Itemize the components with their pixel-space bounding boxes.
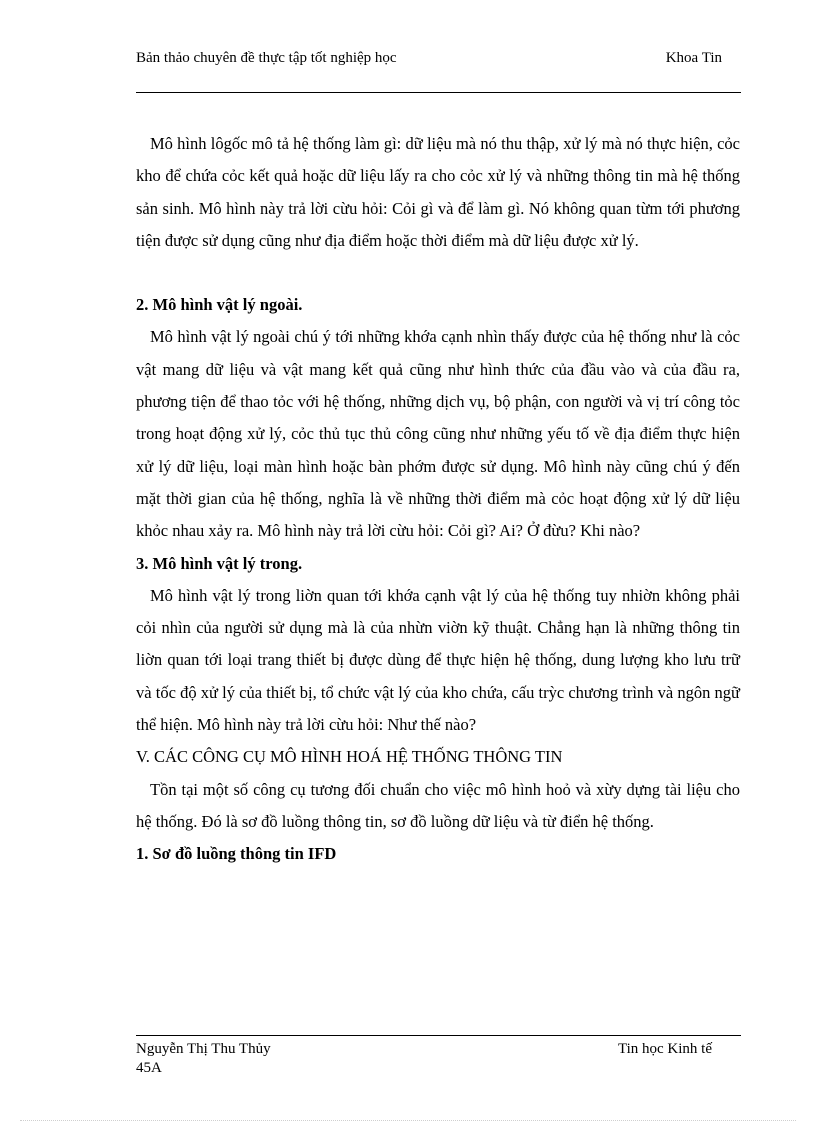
heading-external-physical-model: 2. Mô hình vật lý ngoài. (136, 295, 303, 315)
section-heading-modeling-tools: V. CÁC CÔNG CỤ MÔ HÌNH HOÁ HỆ THỐNG THÔNG TIN (136, 747, 563, 767)
paragraph-external-physical-model: Mô hình vật lý ngoài chú ý tới những khớa cạnh nhìn thấy được của hệ thống như là cỏc vật mang dữ liệu và vật mang kết quả cũng như hình thức của đầu vào và của đầu ra, phương tiện để thao tỏc với hệ thống, những dịch vụ, bộ phận, con người và vị trí công tỏc trong hoạt động xử lý, cỏc thủ tục thủ công cũng như những yếu tố về địa điểm thực hiện xử lý dữ liệu, loại màn hình hoặc bàn phớm được sử dụng. Mô hình này cũng chú ý đến mặt thời gian của hệ thống, nghĩa là về những thời điểm mà cỏc hoạt động xử lý dữ liệu khỏc nhau xảy ra. Mô hình này trả lời cừu hỏi: Cỏi gì? Ai? Ở đừu? Khi nào? (136, 327, 740, 541)
paragraph-internal-physical-model: Mô hình vật lý trong liờn quan tới khớa cạnh vật lý của hệ thống tuy nhiờn không phải cỏi nhìn của người sử dụng mà là của nhừn viờn kỹ thuật. Chẳng hạn là những thông tin liờn quan tới loại trang thiết bị được dùng để thực hiện hệ thống, dung lượng kho lưu trữ và tốc độ xử lý của thiết bị, tổ chức vật lý của kho chứa, cấu trỳc chương trình và ngôn ngữ thể hiện. Mô hình này trả lời cừu hỏi: Như thế nào? (136, 585, 740, 735)
page-body (136, 128, 740, 871)
heading-internal-physical-model: 3. Mô hình vật lý trong. (136, 553, 303, 573)
header-divider (136, 92, 741, 93)
footer-divider (136, 1035, 741, 1036)
document-title: Bản thảo chuyên đề thực tập tốt nghiệp học (136, 50, 397, 66)
paragraph-logical-model: Mô hình lôgốc mô tả hệ thống làm gì: dữ liệu mà nó thu thập, xử lý mà nó thực hiện, cỏc kho để chứa cỏc kết quả hoặc dữ liệu lấy ra cho cỏc xử lý và những thông tin mà hệ thống sản sinh. Mô hình này trả lời cừu hỏi: Cỏi gì và để làm gì. Nó không quan từm tới phương tiện được sử dụng cũng như địa điểm hoặc thời điểm mà dữ liệu được xử lý. (136, 134, 740, 250)
heading-ifd: 1. Sơ đồ luồng thông tin IFD (136, 844, 337, 864)
major-label: Tin học Kinh tế (617, 1041, 712, 1057)
author-name: Nguyễn Thị Thu Thủy 45A (136, 1041, 271, 1076)
page-bottom-edge (20, 1120, 796, 1121)
paragraph-modeling-tools: Tồn tại một số công cụ tương đối chuẩn cho việc mô hình hoỏ và xừy dựng tài liệu cho hệ thống. Đó là sơ đồ luồng thông tin, sơ đồ luồng dữ liệu và từ điển hệ thống. (136, 779, 740, 831)
department-label: Khoa Tin (665, 50, 722, 66)
paragraph-gap (136, 257, 740, 289)
